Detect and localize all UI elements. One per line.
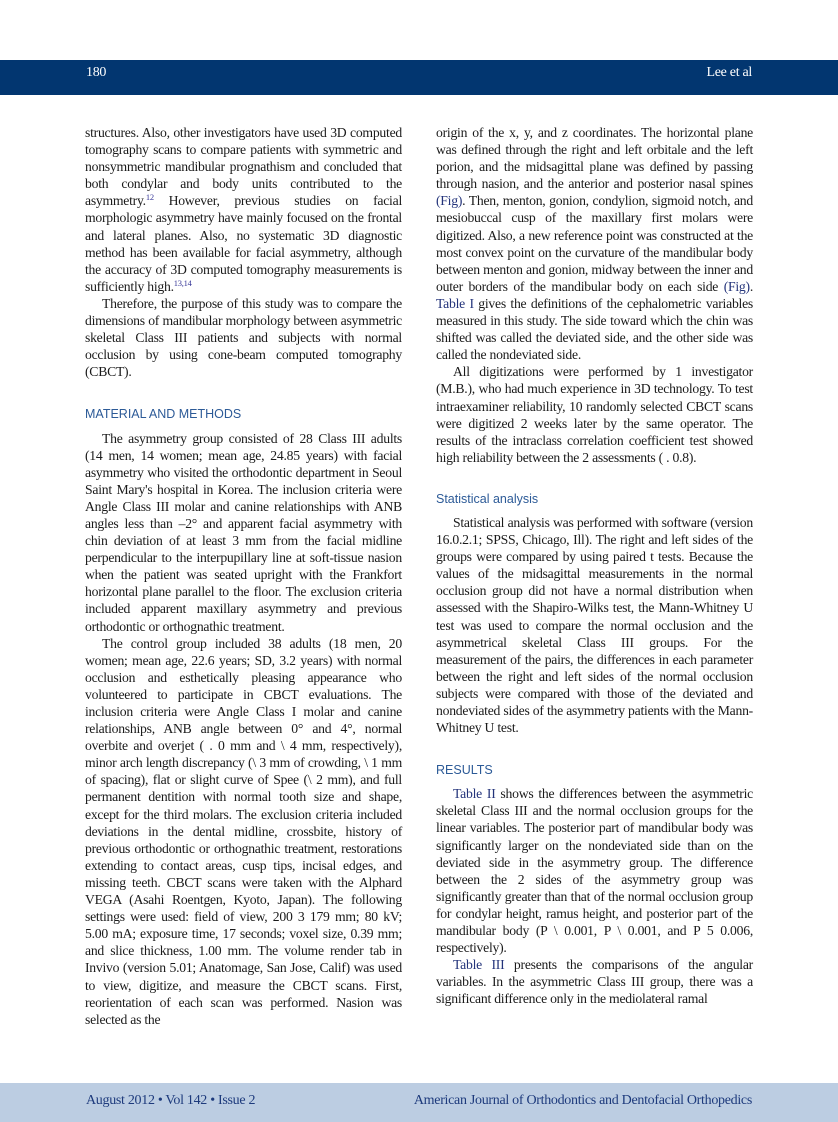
text-column-left (85, 124, 402, 1028)
cross-reference-link[interactable]: (Fig) (723, 278, 750, 294)
journal-name: American Journal of Orthodontics and Dentofacial Orthopedics (413, 1093, 752, 1108)
body-paragraph (85, 430, 402, 635)
body-paragraph (436, 514, 753, 736)
body-paragraph (85, 124, 402, 295)
body-paragraph (85, 635, 402, 1028)
section-heading: MATERIAL AND METHODS (85, 407, 242, 422)
running-header-bar (0, 60, 838, 95)
text-run: Therefore, the purpose of this study was to compare the dimensions of mandibular morphology between asymmetric skeletal Class III patients and subjects with normal occlusion by using cone-beam computed tomography (CBCT). (85, 295, 402, 380)
text-run: gives the definitions of the cephalometric variables measured in this study. The side toward which the chin was shifted was called the deviated side, and the other side was called the nondeviated side. (436, 295, 753, 363)
text-run: All digitizations were performed by 1 investigator (M.B.), who had much experience in 3D technology. To test intraexaminer reliability, 10 randomly selected CBCT scans were digitized 2 weeks later by the same operator. The results of the intraclass correlation coefficient test showed high reliability between the 2 assessments ( . 0.8). (436, 364, 753, 465)
body-paragraph (85, 295, 402, 380)
body-paragraph (436, 124, 753, 363)
text-run: . Then, menton, gonion, condylion, sigmoid notch, and mesiobuccal cusp of the maxillary first molars were digitized. Also, a new reference point was constructed at the most convex point on the curvature of the mandibular body between menton and gonion, midway between the inner and outer borders of the mandibular body on each side (436, 193, 753, 294)
text-run: However, previous studies on facial morphologic asymmetry have mainly focused on the frontal and lateral planes. Also, no systematic 3D diagnostic method has been available for facial asymmetry, although the accuracy of 3D computed tomography measurements is sufficiently high. (85, 193, 402, 294)
citation-superscript[interactable]: 12 (145, 192, 154, 203)
body-paragraph (436, 363, 753, 466)
citation-superscript[interactable]: 13,14 (173, 277, 192, 288)
cross-reference-link[interactable]: Table II (453, 786, 496, 802)
text-run: origin of the x, y, and z coordinates. The horizontal plane was defined through the right and left orbitale and the left porion, and the midsagittal plane was defined by passing through nasion, and the anterior and posterior nasal spines (436, 125, 753, 192)
section-heading: Statistical analysis (436, 491, 539, 506)
text-run: structures. Also, other investigators have used 3D computed tomography scans to compare patients with symmetric and nonsymmetric mandibular prognathism and concluded that both condylar and body units contributed to the asymmetry. (85, 125, 402, 209)
text-run: The asymmetry group consisted of 28 Class III adults (14 men, 14 women; mean age, 24.85 years) with facial asymmetry who visited the orthodontic department in Seoul Saint Mary's hospital in Korea. The inclusion criteria were Angle Class III molar and canine relationships with ANB angles less than –2° and apparent facial asymmetry with chin deviation of at least 3 mm from the facial midline perpendicular to the interpupillary line at soft-tissue nasion when the patient was seated upright with the Frankfort horizontal plane parallel to the floor. The exclusion criteria included apparent maxillary asymmetry and previous orthodontic or orthognathic treatment. (85, 430, 402, 634)
text-run: . (749, 278, 753, 294)
text-column-right (436, 124, 753, 1008)
text-run: shows the differences between the asymmetric skeletal Class III and the normal occlusion groups for the linear variables. The posterior part of mandibular body was significantly larger on the nondeviated side than on the deviated side in the asymmetry group. The difference between the 2 sides of the asymmetry group was significantly greater than that of the normal occlusion group for condylar height, ramus height, and posterior part of the mandibular body (P \ 0.001, P \ 0.001, and P 5 0.006, respectively). (436, 786, 753, 956)
cross-reference-link[interactable]: Table I (436, 295, 474, 311)
footer-bar (0, 1083, 838, 1122)
running-head-authors: Lee et al (706, 65, 752, 80)
text-run: The control group included 38 adults (18 men, 20 women; mean age, 22.6 years; SD, 3.2 years) with normal occlusion and esthetically pleasing appearance who volunteered to participate in CBCT evaluations. The inclusion criteria were Angle Class I molar and canine relationships, ANB angle between 0° and 4°, normal overbite and overjet ( . 0 mm and \ 4 mm, respectively), minor arch length discrepancy (\ 3 mm of crowding, \ 1 mm of spacing), flat or slight curve of Spee (\ 2 mm), and full permanent dentition with normal tooth size and shape, except for the third molars. The exclusion criteria included deviations in the dental midline, crossbite, history of previous orthodontic or orthognathic treatment, restorations extending to contact areas, cusp tips, incisal edges, and missing teeth. CBCT scans were taken with the Alphard VEGA (Asahi Roentgen, Kyoto, Japan). The following settings were used: field of view, 200 3 179 mm; 80 kV; 5.00 mA; exposure time, 17 seconds; voxel size, 0.39 mm; and slice thickness, 1.00 mm. The volume render tab in Invivo (version 5.01; Anatomage, San Jose, Calif) was used to view, digitize, and measure the CBCT scans. First, reorientation of each scan was performed. Nasion was selected as the (85, 635, 402, 1027)
body-paragraph (436, 785, 753, 956)
text-run: presents the comparisons of the angular variables. In the asymmetric Class III group, there was a significant difference only in the mediolateral ramal (436, 957, 753, 1007)
section-heading: RESULTS (436, 763, 493, 778)
cross-reference-link[interactable]: Table III (453, 957, 505, 973)
text-run: Statistical analysis was performed with software (version 16.0.2.1; SPSS, Chicago, Ill). The right and left sides of the groups were compared by using paired t tests. Because the values of the midsagittal measurements in the normal occlusion group did not have a normal distribution when assessed with the Shapiro-Wilks test, the Mann-Whitney U test was used to compare the normal occlusion and the asymmetrical skeletal Class III groups. For the measurement of the pairs, the differences in each parameter between the right and left sides of the normal occlusion subjects were compared with those of the deviated and nondeviated sides of the asymmetry patients with the Mann-Whitney U test. (436, 514, 753, 736)
page-number: 180 (86, 65, 107, 80)
cross-reference-link[interactable]: (Fig) (436, 193, 463, 209)
issue-info: August 2012 • Vol 142 • Issue 2 (86, 1093, 256, 1108)
body-paragraph (436, 956, 753, 1007)
